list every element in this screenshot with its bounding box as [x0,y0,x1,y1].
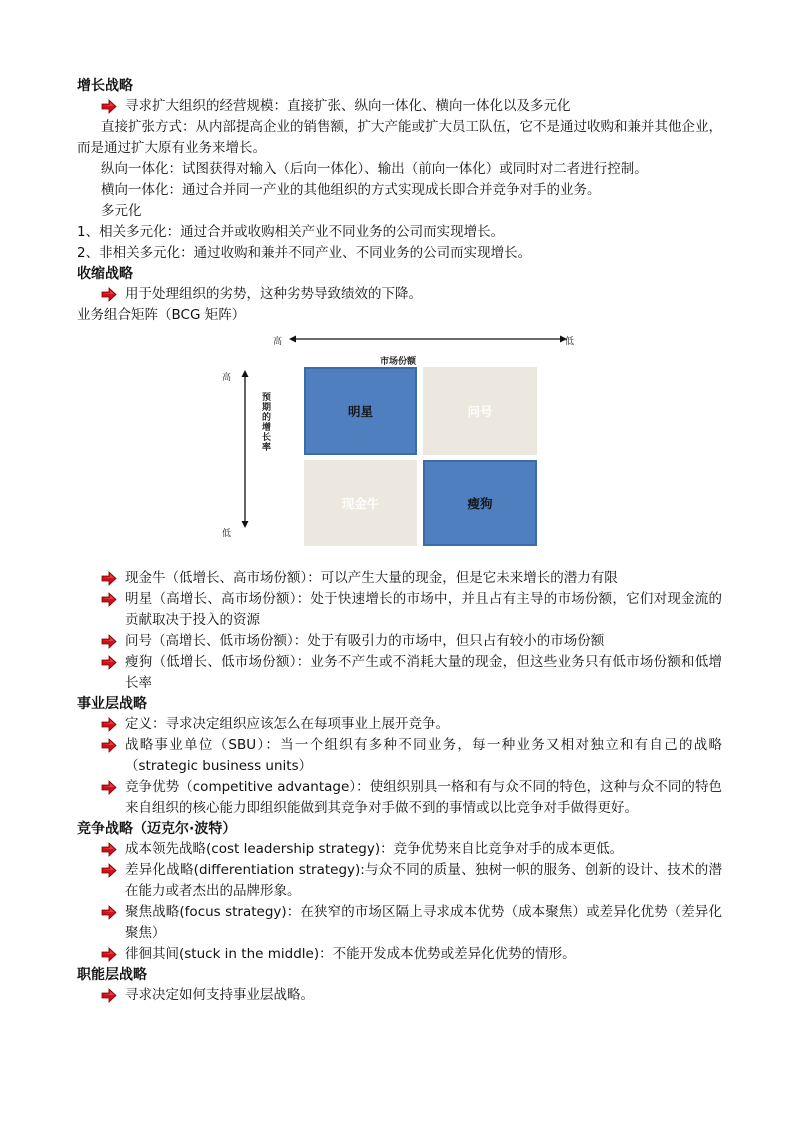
question-mark-bullet-text: 问号（高增长、低市场份额）：处于有吸引力的市场中，但只占有较小的市场份额 [125,633,605,649]
vertical-double-arrow [240,370,250,528]
growth-heading: 增长战略 [77,78,133,94]
focus-strategy-text: 聚焦战略(focus strategy)：在狭窄的市场区隔上寻求成本优势（成本聚焦）或差异化优势（差异化聚焦） [125,904,722,941]
bcg-matrix-diagram [77,330,722,562]
market-share-low-label: 低 [565,337,575,347]
cash-cow-bullet [77,568,722,589]
sbu-text: 战略事业单位（SBU）：当一个组织有多种不同业务，每一种业务又相对独立和有自己的战略（strategic business units） [125,737,722,774]
differentiation-text: 差异化战略(differentiation strategy):与众不同的质量、独树一帜的服务、创新的设计、技术的潜在能力或者杰出的品牌形象。 [125,862,722,899]
dog-bullet [77,652,722,694]
growth-rate-label: 预期的增长率 [262,393,272,453]
cost-leadership-text: 成本领先战略(cost leadership strategy)：竞争优势来自比竞争对手的成本更低。 [125,841,624,857]
competitive-bullet [77,902,722,944]
dog-quadrant [423,460,537,546]
cash-cow-bullet-text: 现金牛（低增长、高市场份额）：可以产生大量的现金，但是它未来增长的潜力有限 [125,570,618,586]
growth-high-label: 高 [222,373,232,383]
red-arrow-icon [101,780,117,795]
red-arrow-icon [101,905,117,920]
competitive-bullet [77,860,722,902]
red-arrow-icon [101,863,117,878]
star-bullet [77,589,722,631]
red-arrow-icon [101,988,117,1003]
red-arrow-icon [101,99,117,114]
business-bullet [77,714,722,735]
growth-low-label: 低 [222,529,232,539]
red-arrow-icon [101,717,117,732]
red-arrow-icon [101,655,117,670]
horizontal-integration-text: 横向一体化：通过合并同一产业的其他组织的方式实现成长即合并竞争对手的业务。 [101,182,601,198]
stuck-in-middle-text: 徘徊其间(stuck in the middle)：不能开发成本优势或差异化优势的情形。 [125,946,576,962]
red-arrow-icon [101,634,117,649]
dog-bullet-text: 瘦狗（低增长、低市场份额）：业务不产生或不消耗大量的现金，但这些业务只有低市场份额和低增长率 [125,654,722,691]
red-arrow-icon [101,571,117,586]
related-diversification-item: 1、相关多元化：通过合并或收购相关产业不同业务的公司而实现增长。 [77,224,505,240]
diversification-label: 多元化 [101,203,142,219]
star-quadrant [304,367,417,455]
market-share-label: 市场份额 [380,357,417,367]
horizontal-double-arrow [289,334,567,344]
red-arrow-icon [101,592,117,607]
star-bullet-text: 明星（高增长、高市场份额）：处于快速增长的市场中，并且占有主导的市场份额，它们对现金流的贡献取决于投入的资源 [125,591,722,628]
growth-bullet [77,96,722,117]
functional-bullet [77,985,722,1006]
direct-expansion-text: 直接扩张方式：从内部提高企业的销售额，扩大产能或扩大员工队伍，它不是通过收购和兼并其他企业，而是通过扩大原有业务来增长。 [77,119,722,156]
functional-bullet-text: 寻求决定如何支持事业层战略。 [125,987,314,1003]
business-bullet [77,777,722,819]
functional-heading: 职能层战略 [77,967,147,983]
retrench-bullet-text: 用于处理组织的劣势，这种劣势导致绩效的下降。 [125,286,422,302]
business-bullet [77,735,722,777]
question-mark-quadrant [423,367,537,455]
red-arrow-icon [101,287,117,302]
dog-label: 瘦狗 [467,496,493,511]
business-definition-text: 定义：寻求决定组织应该怎么在每项事业上展开竞争。 [125,716,449,732]
cash-cow-quadrant [304,460,417,546]
question-mark-bullet [77,631,722,652]
market-share-high-label: 高 [273,337,283,347]
vertical-integration-text: 纵向一体化：试图获得对输入（后向一体化）、输出（前向一体化）或同时对二者进行控制。 [101,161,648,177]
unrelated-diversification-item: 2、非相关多元化：通过收购和兼并不同产业、不同业务的公司而实现增长。 [77,245,532,261]
red-arrow-icon [101,738,117,753]
competitive-bullet [77,839,722,860]
red-arrow-icon [101,947,117,962]
business-heading: 事业层战略 [77,696,147,712]
growth-bullet-text: 寻求扩大组织的经营规模：直接扩张、纵向一体化、横向一体化以及多元化 [125,98,571,114]
retrench-bullet [77,284,722,305]
bcg-title: 业务组合矩阵（BCG 矩阵） [77,307,246,323]
question-mark-label: 问号 [467,404,493,419]
red-arrow-icon [101,842,117,857]
competitive-bullet [77,944,722,965]
retrench-heading: 收缩战略 [77,266,133,282]
document-page [77,76,722,1006]
competitive-heading: 竞争战略（迈克尔·波特） [77,821,237,837]
star-label: 明星 [347,404,373,419]
cash-cow-label: 现金牛 [341,496,380,511]
competitive-advantage-text: 竞争优势（competitive advantage）：使组织别具一格和有与众不同的特色，这种与众不同的特色来自组织的核心能力即组织能做到其竞争对手做不到的事情或以比竞争对手做得更好。 [125,779,722,816]
